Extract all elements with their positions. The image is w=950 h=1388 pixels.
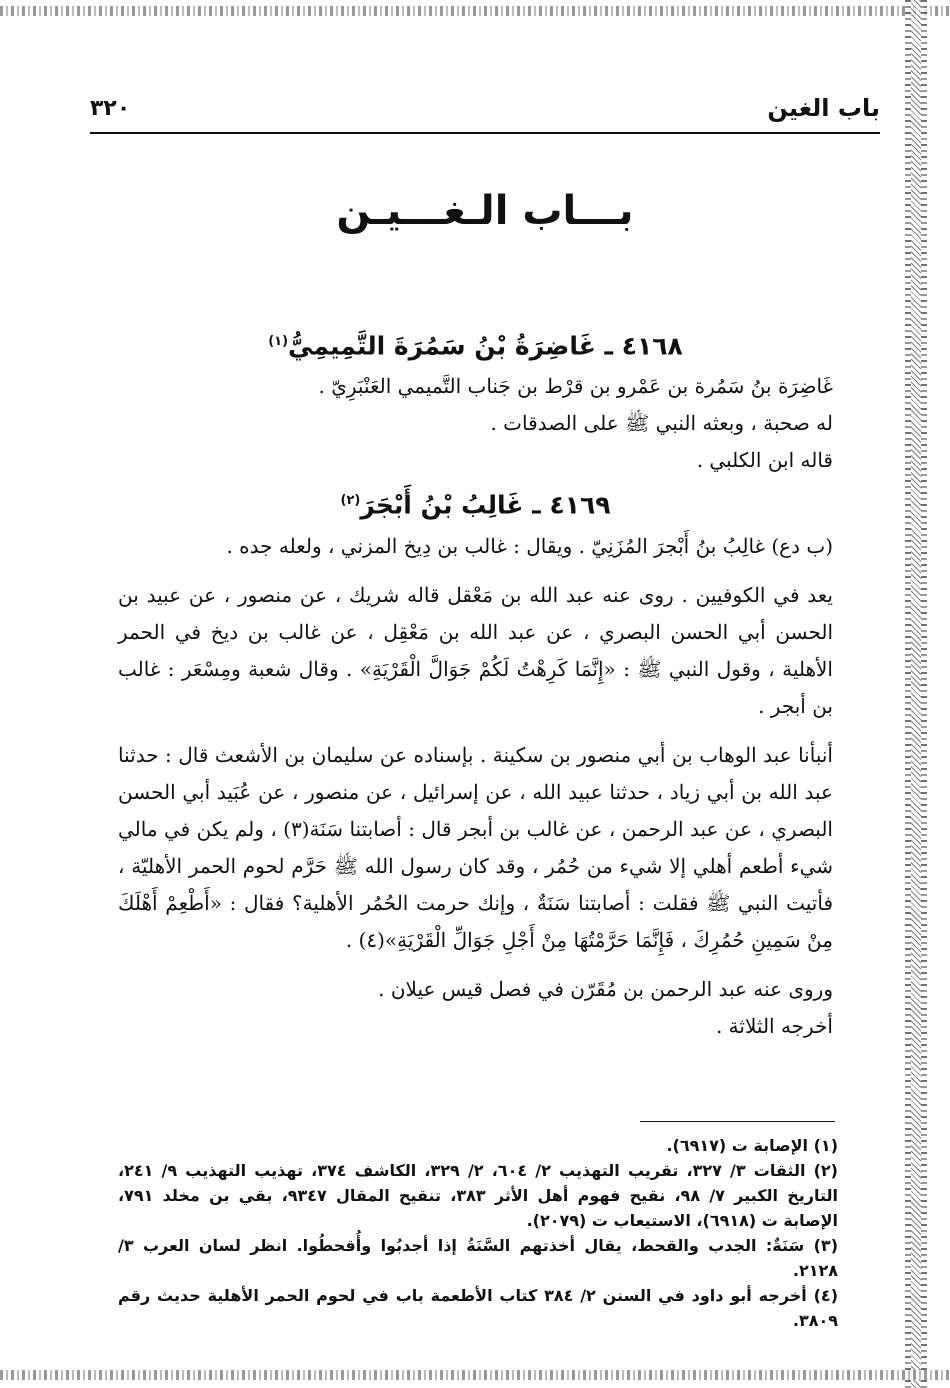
paragraph: غَاضِرَة بنُ سَمُرة بن عَمْرو بن قرْط بن جَناب التَّميمي العَنْبَرِيّ .: [318, 374, 833, 399]
main-text: [118, 320, 833, 1045]
entry-heading: [118, 320, 833, 368]
page-number: ٣٢٠: [90, 96, 131, 121]
running-title: باب الغين: [767, 94, 880, 122]
paragraph: قاله ابن الكلبي .: [696, 448, 833, 473]
chapter-title: بـــاب الـغـــيـن: [336, 188, 634, 234]
paragraph: له صحبة ، وبعثه النبي ﷺ على الصدقات .: [490, 411, 833, 436]
paragraph: (ب دع) غالِبُ بنُ أَبْجرَ المُزَنِيّ . ويقال : غالب بن دِيخ المزني ، ولعله جده .: [226, 533, 833, 558]
paragraph: وروى عنه عبد الرحمن بن مُقَرّن في فصل قيس عيلان .: [378, 976, 833, 1001]
paragraph: يعد في الكوفيين . روى عنه عبد الله بن مَعْقل قاله شريك ، عن منصور ، عن عبيد بن الحسن أبي الحسن البصري ، عن عبد الله بن مَعْقِل ، عن غالب بن ديخ في الحمر الأهلية ، وقول النبي ﷺ : «إِنَّمَا كَرِهْتُ لَكُمْ جَوَالَّ الْقَرْيَةِ» . وقال شعبة ومِسْعَر : غالب بن أبجر .: [118, 582, 833, 718]
footnote: (٣) سَنَةٌ: الجدب والقحط، يقال أخذتهم السَّنَةُ إذا أجدبُوا وأُقحطُوا. انظر لسان العرب ٣/ ٢١٢٨.: [118, 1236, 838, 1280]
footnotes: [118, 1133, 838, 1333]
entry-heading: [118, 479, 833, 527]
entry-heading-text: ٤١٦٨ ـ غَاضِرَةُ بْنُ سَمُرَةَ التَّمِيمِيُّ: [288, 331, 683, 361]
page-header: [90, 92, 880, 134]
footnote: (٤) أخرجه أبو داود في السنن ٢/ ٣٨٤ كتاب الأطعمة باب في لحوم الحمر الأهلية حديث رقم ٣٨٠٩.: [118, 1286, 838, 1330]
footnote: (١) الإصابة ت (٦٩١٧).: [666, 1136, 838, 1155]
footnote: (٢) الثقات ٣/ ٣٢٧، تقريب التهذيب ٢/ ٦٠٤، ٢/ ٣٢٩، الكاشف ٣٧٤، تهذيب التهذيب ٩/ ٢٤١، التاريخ الكبير ٧/ ٩٨، نقيح فهوم أهل الأثر ٣٨٣، تنقيح المقال ٩٣٤٧، بقي بن مخلد ٧٩١، الإصابة ت (٦٩١٨)، الاستيعاب ت (٢٠٧٩).: [118, 1161, 839, 1230]
footnote-ref: (١): [268, 334, 289, 349]
paragraph: أنبأنا عبد الوهاب بن أبي منصور بن سكينة . بإسناده عن سليمان بن الأشعث قال : حدثنا عبد الله بن أبي زياد ، حدثنا عبيد الله ، عن إسرائيل ، عن منصور ، عن عُبَيد أبي الحسن البصري ، عن عبد الرحمن ، عن غالب بن أبجر قال : أصابتنا سَنَة(٣) ، ولم يكن في مالي شيء أطعم أهلي إلا شيء من حُمُر ، وقد كان رسول الله ﷺ حَرَّم لحوم الحمر الأهليّة ، فأتيت النبي ﷺ فقلت : أصابتنا سَنَةٌ ، وإنك حرمت الحُمُر الأهلية؟ فقال : «أَطْعِمْ أَهْلَكَ مِنْ سَمِينِ حُمُرِكَ ، فَإِنَّمَا حَرَّمْتُهَا مِنْ أَجْلِ جَوَالِّ الْقَرْيَةِ»(٤) .: [118, 742, 833, 952]
entry-heading-text: ٤١٦٩ ـ غَالِبُ بْنُ أَبْجَرَ: [360, 490, 611, 520]
footnote-ref: (٢): [340, 493, 361, 509]
decorative-border-top: [0, 6, 950, 16]
decorative-border-right: [905, 0, 927, 1388]
decorative-border-bottom: [0, 1370, 950, 1380]
footnote-separator: [640, 1121, 835, 1122]
paragraph: أخرجه الثلاثة .: [715, 1013, 833, 1038]
